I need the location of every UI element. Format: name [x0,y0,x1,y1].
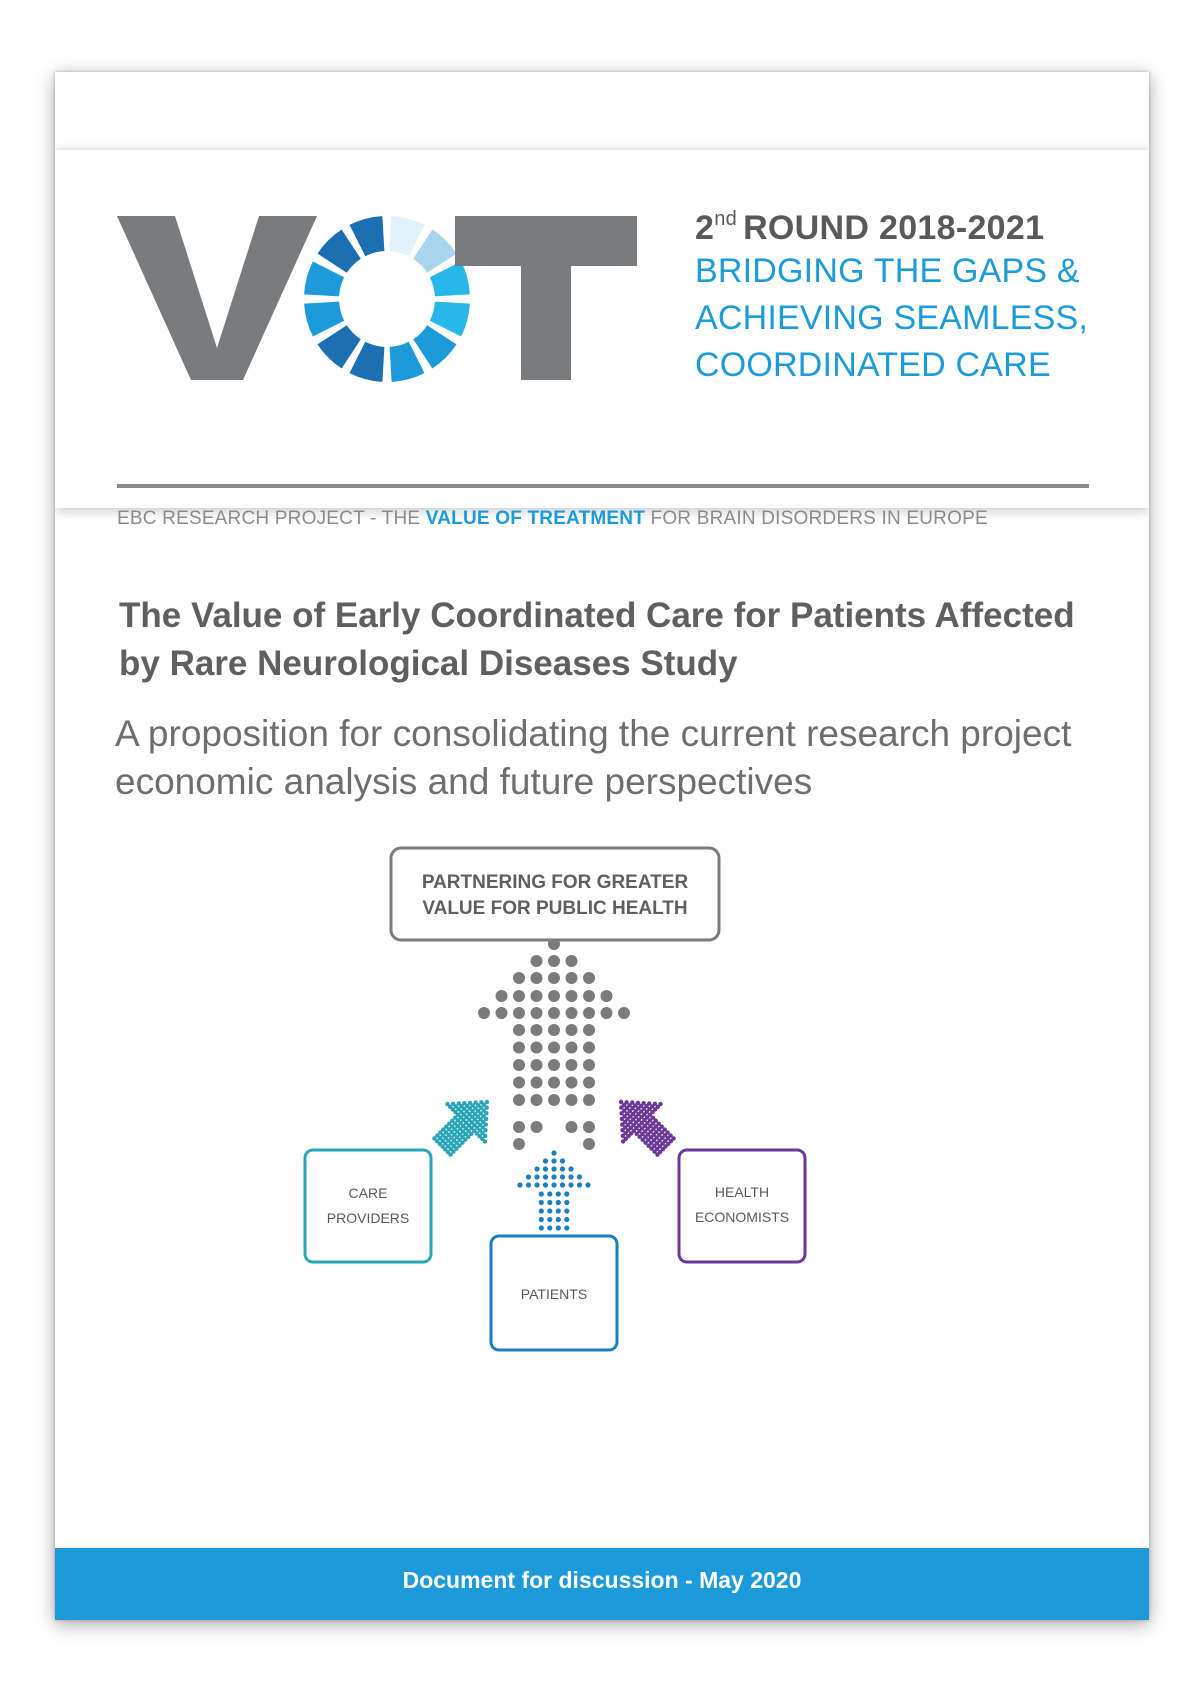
arrow-dot [568,1166,573,1171]
arrow-dot [531,1121,543,1133]
arrow-dot [566,955,578,967]
arrow-dot [513,1077,525,1089]
arrow-dot [548,1077,560,1089]
document-title: The Value of Early Coordinated Care for Patients Affected by Rare Neurological Diseases Study [119,596,1075,683]
arrow-dot [560,1174,565,1179]
arrow-dot [513,1121,525,1133]
arrow-dot [601,1007,613,1019]
document-subtitle: A proposition for consolidating the current research project economic analysis and future perspectives [115,713,1072,802]
arrow-dot [548,1024,560,1036]
arrow-dot [531,1059,543,1071]
health-economists-box [679,1150,805,1262]
arrow-dot [583,1138,595,1150]
arrow-dot [583,1121,595,1133]
arrow-dot [513,1094,525,1106]
arrow-dot [560,1166,565,1171]
partnership-diagram [55,72,1149,1548]
arrow-dot [448,1152,452,1156]
arrow-dot [566,1094,578,1106]
care-providers-box [305,1150,431,1262]
arrow-dot [564,1217,569,1222]
arrow-dot [543,1166,548,1171]
footer-text: Document for discussion - May 2020 [402,1567,802,1593]
arrow-dot [566,990,578,1002]
arrow-dot [539,1217,544,1222]
arrow-dot [547,1208,552,1213]
document-cover [55,72,1149,1620]
care-providers-line-1: CARE [348,1185,388,1201]
arrow-dot [566,1007,578,1019]
arrow-dots [432,938,676,1231]
arrow-dot [566,972,578,984]
arrow-dot [547,1225,552,1230]
arrow-dot [560,1158,565,1163]
arrow-dot [543,1158,548,1163]
arrow-dot [583,1007,595,1019]
arrow-dot [548,972,560,984]
arrow-dot [513,1007,525,1019]
arrow-dot [566,1024,578,1036]
arrow-dot [551,1174,556,1179]
arrow-dot [568,1174,573,1179]
tagline-line: ACHIEVING SEAMLESS, [695,299,1089,337]
arrow-dot [547,1217,552,1222]
arrow-dot [583,990,595,1002]
arrow-dot [566,1042,578,1054]
tagline-line: BRIDGING THE GAPS & [695,252,1080,290]
arrow-dot [564,1208,569,1213]
arrow-dot [564,1191,569,1196]
arrow-dot [483,1139,487,1143]
goal-line-1: PARTNERING FOR GREATER [421,872,689,893]
arrow-dot [513,1059,525,1071]
arrow-dot [531,990,543,1002]
arrow-dot [583,1094,595,1106]
vot-logo-text: VOT [117,210,120,211]
arrow-dot [539,1191,544,1196]
round-ordinal: nd [714,208,738,230]
arrow-dot [531,1024,543,1036]
arrow-dot [513,972,525,984]
round-number: 2 [695,209,715,247]
footer-bar [55,1548,1149,1620]
arrow-dot [583,1077,595,1089]
health-economists-line-1: HEALTH [714,1184,770,1200]
arrow-dot [517,1182,522,1187]
arrow-dot [551,1150,556,1155]
arrow-dot [566,1121,578,1133]
arrow-dot [531,1094,543,1106]
arrow-dot [556,1225,561,1230]
arrow-dot [534,1182,539,1187]
arrow-dot [601,990,613,1002]
arrow-dot [577,1174,582,1179]
care-providers-line-2: PROVIDERS [326,1210,410,1226]
arrow-dot [539,1225,544,1230]
arrow-dot [583,1042,595,1054]
arrow-dot [566,1059,578,1071]
arrow-dot [585,1182,590,1187]
arrow-dot [671,1136,675,1140]
arrow-dot [583,1024,595,1036]
arrow-dot [478,1007,490,1019]
arrow-dot [531,955,543,967]
arrow-dot [548,1042,560,1054]
arrow-dot [556,1191,561,1196]
arrow-dot [534,1166,539,1171]
arrow-dot [548,1059,560,1071]
arrow-dot [526,1182,531,1187]
arrow-dot [547,1191,552,1196]
arrow-dot [548,990,560,1002]
project-line-prefix: EBC RESEARCH PROJECT - THE [117,508,426,529]
health-economists-line-2: ECONOMISTS [694,1209,790,1225]
tagline-line: COORDINATED CARE [695,346,1051,384]
arrow-dot [564,1200,569,1205]
arrow-dot [556,1208,561,1213]
arrow-dot [496,1007,508,1019]
arrow-dot [539,1208,544,1213]
project-line-highlight: VALUE OF TREATMENT [425,508,646,529]
arrow-dot [531,972,543,984]
arrow-dot [551,1182,556,1187]
arrow-dot [531,1007,543,1019]
arrow-dot [496,990,508,1002]
arrow-dot [658,1102,662,1106]
arrow-dot [534,1174,539,1179]
round-text: ROUND 2018-2021 [743,209,1045,247]
arrow-dot [618,1007,630,1019]
arrow-dot [543,1174,548,1179]
arrow-dot [513,1138,525,1150]
arrow-dot [583,972,595,984]
arrow-dot [556,1200,561,1205]
arrow-dot [548,955,560,967]
arrow-dot [556,1217,561,1222]
arrow-dot [564,1225,569,1230]
arrow-dot [513,1042,525,1054]
arrow-dot [531,1077,543,1089]
arrow-dot [513,990,525,1002]
arrow-dot [548,1094,560,1106]
arrow-dot [513,1024,525,1036]
arrow-dot [560,1182,565,1187]
arrow-dot [551,1158,556,1163]
project-line-suffix: FOR BRAIN DISORDERS IN EUROPE [645,508,988,529]
arrow-dot [543,1182,548,1187]
arrow-dot [566,1077,578,1089]
arrow-dot [539,1200,544,1205]
arrow-dot [577,1182,582,1187]
arrow-dot [568,1182,573,1187]
arrow-dot [526,1174,531,1179]
arrow-dot [551,1166,556,1171]
arrow-dot [531,1042,543,1054]
arrow-dot [548,1007,560,1019]
goal-line-2: VALUE FOR PUBLIC HEALTH [422,898,688,919]
arrow-dot [583,1059,595,1071]
arrow-dot [547,1200,552,1205]
patients-label: PATIENTS [520,1286,588,1302]
